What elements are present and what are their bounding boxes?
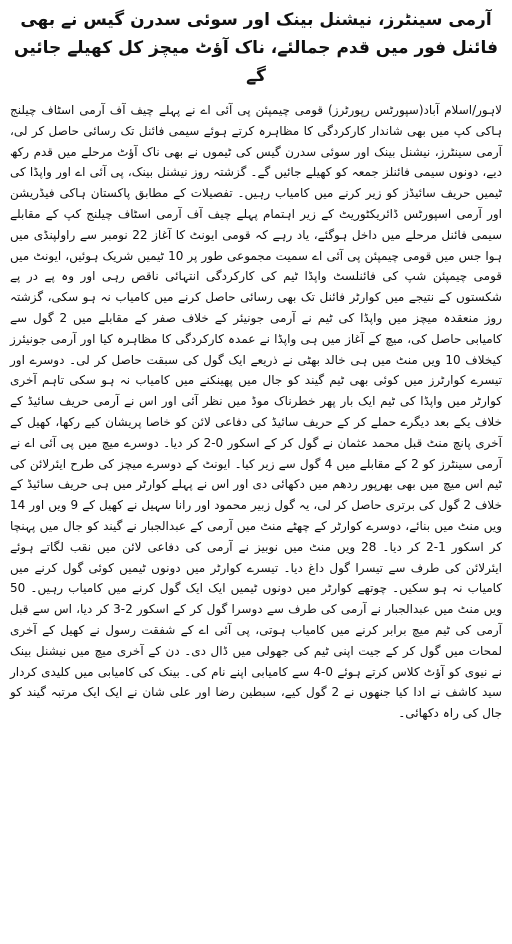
article-body: لاہور/اسلام آباد(سپورٹس رپورٹرز) قومی چیمپئن پی آئی اے نے پہلے چیف آف آرمی اسٹاف چیلنج ہاکی کپ میں بھی شاندار کارکردگی کا مظاہرہ کرتے ہوئے سیمی فائنل تک رسائی حاصل کر لی، آرمی سینٹرز، نیشنل بینک اور سوئی سدرن گیس کی ٹیموں نے بھی ناک آؤٹ مرحلے میں قدم رکھ دیے، دونوں سیمی فائنلز جمعہ کو کھیلے جائیں گے۔ گزشتہ روز نیشنل بینک، پی آئی اے اور واپڈا کی ٹیمیں حریف سائیڈز کو زیر کرنے میں کامیاب رہیں۔ تفصیلات کے مطابق پاکستان ہاکی فیڈریشن اور آرمی اسپورٹس ڈائریکٹوریٹ کے زیر اہتمام پہلے چیف آف آرمی اسٹاف چیلنج کپ کے مقابلے سیمی فائنل مرحلے میں داخل ہوگئے، یاد رہے کہ قومی ایونٹ کا آغاز 22 نومبر سے راولپنڈی میں ہوا جس میں قومی چیمپئن پی آئی اے سمیت مجموعی طور پر 10 ٹیمیں شریک ہوئیں، ایونٹ میں قومی چیمپئن شپ کی فائنلسٹ واپڈا ٹیم کی کارکردگی انتہائی ناقص رہی اور وہ پے در پے شکستوں کے نتیجے میں کوارٹر فائنل تک بھی رسائی حاصل کرنے میں کامیاب نہ ہو سکی، گزشتہ روز منعقدہ میچز میں واپڈا کی ٹیم نے آرمی جونیئر کے خلاف صفر کے مقابلے میں 2 گول سے کامیابی حاصل کی، میچ کے آغاز میں ہی واپڈا نے عمدہ کارکردگی کا مظاہرہ کیا اور آرمی جونیئرز کیخلاف 10 ویں منٹ میں ہی خالد بھٹی نے ذریعے ایک گول کی سبقت حاصل کر لی۔ دوسرے اور تیسرے کوارٹرز میں کوئی بھی ٹیم گیند کو جال میں پھینکنے میں کامیاب نہ ہو سکی تاہم آخری کوارٹر میں واپڈا کی ٹیم ایک بار پھر خطرناک موڈ میں نظر آئی اور اس نے آرمی حریف سائیڈ کے خلاف یکے بعد دیگرے حملے کر کے حریف سائیڈ کی دفاعی لائن کو خاصا پریشان کیے رکھا، کھیل کے آخری پانچ منٹ قبل محمد عثمان نے گول کر کے اسکور 0-2 کر دیا۔ دوسرے میچ میں پی آئی اے نے آرمی سینٹرز کو 2 کے مقابلے میں 4 گول سے زیر کیا۔ ایونٹ کے دوسرے میچز کی طرح ایئرلائن کی ٹیم اس میچ میں بھی بھرپور ردھم میں دکھائی دی اور اس نے پہلے کوارٹر میں ہی حریف سائیڈ کے خلاف 2 گول کی برتری حاصل کر لی، یہ گول زبیر محمود اور رانا سہیل نے کھیل کے 9 ویں اور 14 ویں منٹ میں بنائے، دوسرے کوارٹر کے چھٹے منٹ میں آرمی کے عبدالجبار نے گیند کو جال میں پہنچا کر اسکور 1-2 کر دیا۔ 28 ویں منٹ میں نوبیز نے آرمی کی دفاعی لائن میں نقب لگاتے ہوئے ایئرلائن کی طرف سے تیسرا گول داغ دیا۔ تیسرے کوارٹر میں دونوں ٹیمیں کوئی گول کرنے میں کامیاب نہ ہو سکیں۔ چوتھے کوارٹر میں دونوں ٹیمیں ایک ایک گول کرنے میں کامیاب رہیں۔ 50 ویں منٹ میں عبدالجبار نے آرمی کی طرف سے دوسرا گول کر کے اسکور 2-3 کر دیا، اس سے قبل آرمی کی ٹیم میچ برابر کرنے میں کامیاب ہوتی، پی آئی اے کے شفقت رسول نے کھیل کے آخری لمحات میں گول کر کے جیت اپنی ٹیم کی جھولی میں ڈال دی۔ دن کے آخری میچ میں نیشنل بینک نے نیوی کو آؤٹ کلاس کرتے ہوئے 0-4 سے کامیابی اپنے نام کی۔ بینک کی کامیابی میں کلیدی کردار سید کاشف نے ادا کیا جنھوں نے 2 گول کیے، سبطین رضا اور علی شان نے ایک ایک مرتبہ گیند کو جال کی راہ دکھائی۔ [10, 103, 503, 721]
article-headline: آرمی سینٹرز، نیشنل بینک اور سوئی سدرن گیس نے بھی فائنل فور میں قدم جمالئے، ناک آؤٹ میچز کل کھیلے جائیں گے [14, 10, 498, 86]
